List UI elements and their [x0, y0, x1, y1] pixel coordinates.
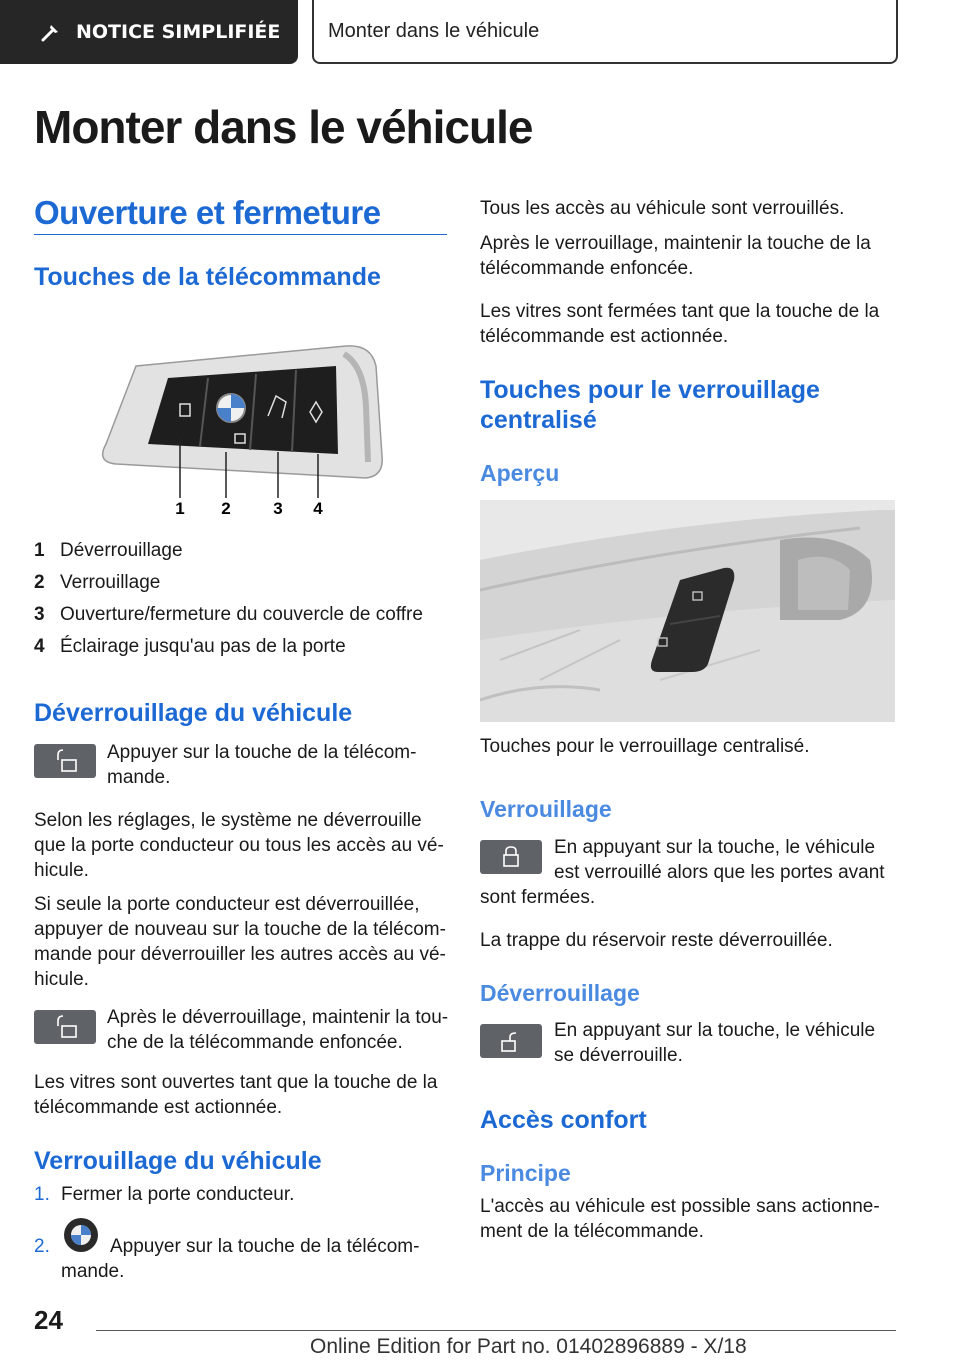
- section-tab[interactable]: [0, 0, 298, 64]
- chapter-tab[interactable]: [312, 0, 898, 64]
- remote-heading: Touches de la télécommande: [34, 263, 381, 291]
- lock-hold-text: Après le verrouillage, maintenir la touche de la télécommande enfoncée.: [480, 233, 871, 279]
- lock-step-2: 2.: [34, 1236, 50, 1257]
- callout-3: 3: [273, 499, 283, 518]
- unlock-vehicle-heading: Déverrouillage du véhicule: [34, 699, 353, 727]
- chapter-tab-label: Monter dans le véhicule: [328, 19, 540, 42]
- unlock-hold-text: Après le déverrouillage, maintenir la tou‐ che de la télécommande enfoncée.: [107, 1007, 449, 1053]
- unlock-settings-text: Selon les réglages, le système ne déverrouille que la porte conducteur ou tous les accès au vé‐ hicule.: [34, 810, 444, 881]
- footer-rule: [96, 1330, 896, 1331]
- lock-desc: En appuyant sur la touche, le véhicule est verrouillé alors que les portes avant: [554, 837, 885, 883]
- section-rule: [34, 234, 447, 235]
- all-locked-text: Tous les accès au véhicule sont verrouillés.: [480, 198, 845, 219]
- legend-item: 3 Ouverture/fermeture du couvercle de coffre: [34, 604, 423, 625]
- unlock-driver-text: Si seule la porte conducteur est déverrouillée, appuyer de nouveau sur la touche de la télécom‐ mande pour déverrouiller les autres accès au vé‐ hicule.: [34, 894, 446, 990]
- legend-item: 2 Verrouillage: [34, 572, 161, 593]
- callout-4: 4: [313, 499, 323, 518]
- lock-vehicle-heading: Verrouillage du véhicule: [34, 1147, 322, 1175]
- section-tab-label: NOTICE SIMPLIFIÉE: [76, 21, 281, 43]
- legend-item: 4 Éclairage jusqu'au pas de la porte: [34, 636, 346, 657]
- fuel-flap-text: La trappe du réservoir reste déverrouillée.: [480, 930, 833, 951]
- page-title: Monter dans le véhicule: [34, 101, 533, 153]
- lock-step-2-text-cont: mande.: [61, 1261, 125, 1282]
- comfort-access-heading: Accès confort: [480, 1106, 647, 1134]
- footer-edition: Online Edition for Part no. 01402896889 - X/18: [310, 1335, 747, 1358]
- page-number: 24: [34, 1305, 63, 1335]
- principle-heading: Principe: [480, 1160, 571, 1186]
- unlock-button-icon: [34, 744, 96, 778]
- central-lock-heading: Touches pour le verrouillage centralisé: [480, 376, 820, 434]
- lock-step-1: 1. Fermer la porte conducteur.: [34, 1184, 295, 1205]
- lock-heading: Verrouillage: [480, 796, 612, 822]
- legend-item: 1 Déverrouillage: [34, 540, 183, 561]
- windows-closed-text: Les vitres sont fermées tant que la touche de la télécommande est actionnée.: [480, 301, 880, 347]
- windows-open-text: Les vitres sont ouvertes tant que la touche de la télécommande est actionnée.: [34, 1072, 438, 1118]
- unlock-desc: En appuyant sur la touche, le véhicule se déverrouille.: [554, 1020, 876, 1066]
- photo-caption: Touches pour le verrouillage centralisé.: [480, 736, 810, 757]
- unlock-heading: Déverrouillage: [480, 980, 640, 1006]
- unlock-button-icon: [34, 1010, 96, 1044]
- unlock-button-icon: [480, 1024, 542, 1058]
- lock-button-icon: [480, 840, 542, 874]
- remote-key-illustration: [96, 336, 386, 520]
- lock-step-2-text: Appuyer sur la touche de la télécom‐: [110, 1236, 420, 1257]
- overview-heading: Aperçu: [480, 460, 560, 486]
- section-title: Ouverture et fermeture: [34, 194, 381, 231]
- remote-logo-icon: [62, 1216, 100, 1254]
- door-panel-photo: [480, 500, 895, 722]
- callout-1: 1: [175, 499, 185, 518]
- unlock-text: Appuyer sur la touche de la télécom‐ mande.: [107, 742, 417, 788]
- callout-2: 2: [221, 499, 231, 518]
- lock-desc-cont: sont fermées.: [480, 887, 596, 908]
- wrench-icon: [40, 21, 62, 43]
- principle-text: L'accès au véhicule est possible sans actionne‐ ment de la télécommande.: [480, 1196, 880, 1242]
